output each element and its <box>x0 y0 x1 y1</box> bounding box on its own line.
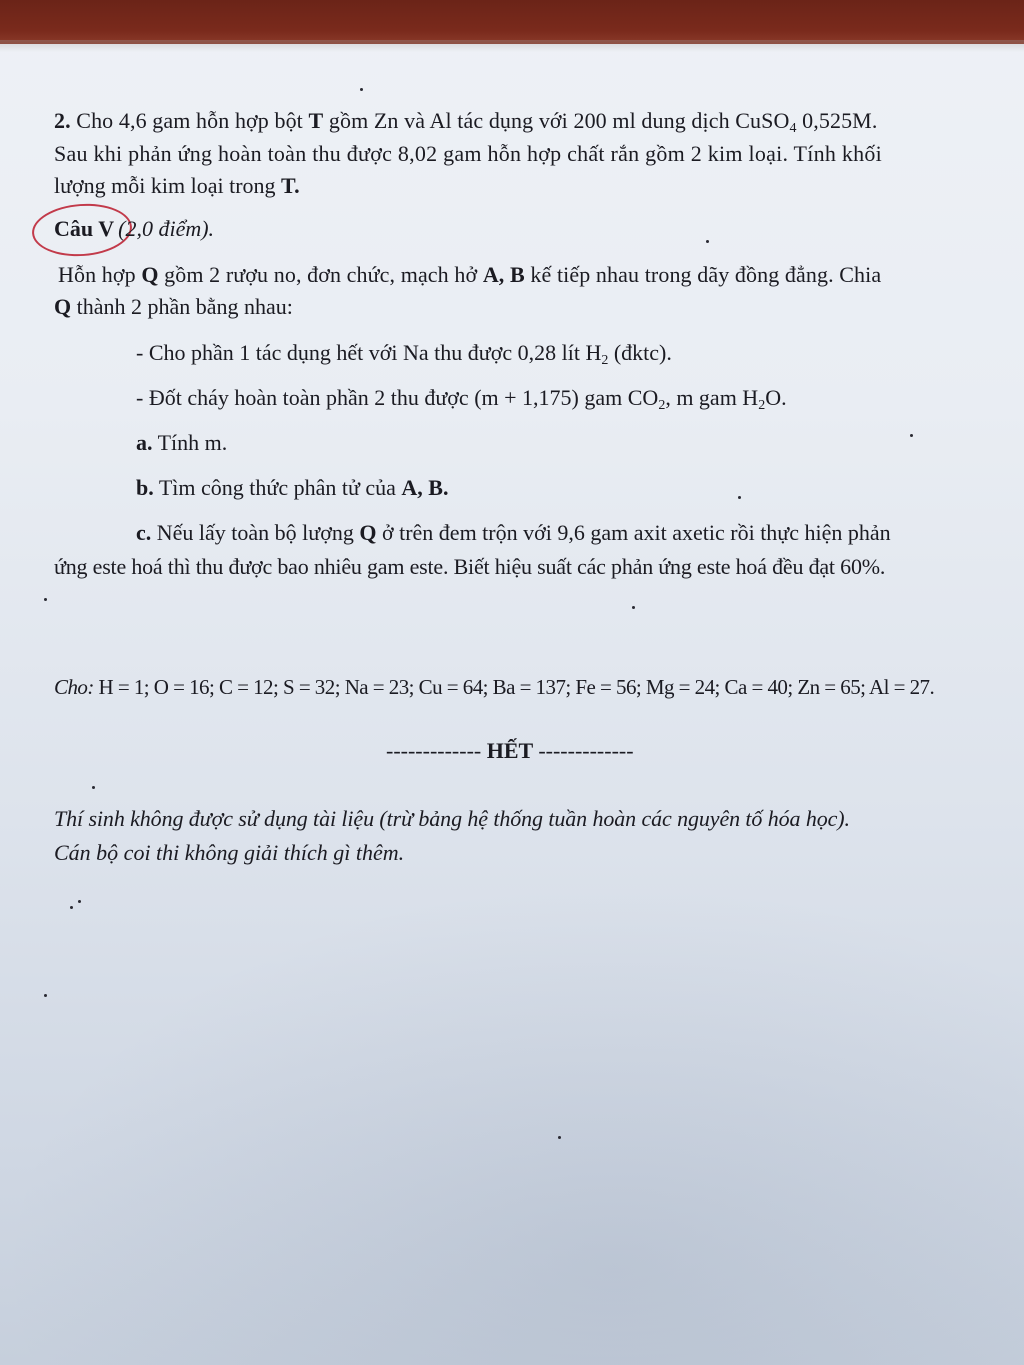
paper-edge <box>0 40 1024 52</box>
subscript: 2 <box>601 353 609 368</box>
question-label: b. <box>136 475 154 500</box>
problem2-line3 <box>54 173 300 199</box>
compound-symbols: A, B. <box>401 475 449 500</box>
mixture-symbol: Q <box>359 520 377 545</box>
mixture-symbol: Q <box>54 294 72 319</box>
atomic-masses <box>54 674 934 700</box>
section-points: (2,0 điểm). <box>118 216 215 241</box>
bullet-text: - Đốt cháy hoàn toàn phần 2 thu được (m + 1,175) gam CO <box>136 385 659 410</box>
paper-speck <box>738 496 741 499</box>
intro-line1 <box>58 262 881 288</box>
bullet-1 <box>136 340 672 366</box>
question-text: Tìm công thức phân tử của <box>153 475 402 500</box>
question-label: c. <box>136 520 152 545</box>
question-text: Nếu lấy toàn bộ lượng <box>151 520 360 545</box>
paper-speck <box>632 606 635 609</box>
subscript: 2 <box>758 398 766 413</box>
problem2-text: 0,525M. <box>796 108 878 133</box>
question-b <box>136 475 448 501</box>
mixture-symbol: T. <box>281 173 300 198</box>
problem2-line2: Sau khi phản ứng hoàn toàn thu được 8,02 gam hỗn hợp chất rắn gồm 2 kim loại. Tính khối <box>54 141 882 166</box>
subscript: 4 <box>789 121 797 136</box>
question-c-line1 <box>136 520 891 546</box>
bullet-text: - Cho phần 1 tác dụng hết với Na thu được 0,28 lít H <box>136 340 602 365</box>
question-a <box>136 430 227 456</box>
intro-line2 <box>54 294 293 320</box>
bullet-text: O. <box>765 385 787 410</box>
paper-speck <box>44 598 47 601</box>
problem2-line1 <box>54 108 877 134</box>
bullet-text: (đktc). <box>608 340 672 365</box>
dashes: ------------- <box>538 738 634 763</box>
constants-values: H = 1; O = 16; C = 12; S = 32; Na = 23; Cu = 64; Ba = 137; Fe = 56; Mg = 24; Ca = 40; Zn = 65; Al = 27. <box>93 675 935 699</box>
paper-speck <box>78 900 81 903</box>
background-surface <box>0 0 1024 44</box>
paper-speck <box>706 240 709 243</box>
paper-shadow <box>0 880 1024 1365</box>
end-marker <box>386 738 634 764</box>
paper-speck <box>44 994 47 997</box>
note-line2: Cán bộ coi thi không giải thích gì thêm. <box>54 840 405 865</box>
paper-speck <box>70 906 73 909</box>
intro-text: thành 2 phần bằng nhau: <box>71 294 293 319</box>
paper-speck <box>558 1136 561 1139</box>
section-title: Câu V <box>54 216 115 241</box>
dashes: ------------- <box>386 738 482 763</box>
mixture-symbol: Q <box>141 262 159 287</box>
mixture-symbol: T <box>308 108 324 133</box>
intro-text: gồm 2 rượu no, đơn chức, mạch hở <box>158 262 483 287</box>
bullet-text: , m gam H <box>665 385 759 410</box>
problem2-text: lượng mỗi kim loại trong <box>54 173 282 198</box>
question-text: Tính m. <box>152 430 228 455</box>
compound-symbols: A, B <box>482 262 525 287</box>
intro-text: kế tiếp nhau trong dãy đồng đẳng. Chia <box>524 262 882 287</box>
problem-number: 2. <box>54 108 71 133</box>
question-c-line2: ứng este hoá thì thu được bao nhiêu gam este. Biết hiệu suất các phản ứng este hoá đều đạt 60%. <box>54 554 886 579</box>
end-word: HẾT <box>481 738 539 763</box>
question-text: ở trên đem trộn với 9,6 gam axit axetic rồi thực hiện phản <box>376 520 891 545</box>
subscript: 2 <box>658 398 666 413</box>
note-line1: Thí sinh không được sử dụng tài liệu (trừ bảng hệ thống tuần hoàn các nguyên tố hóa học). <box>54 806 850 831</box>
section-heading <box>54 216 214 242</box>
constants-label: Cho: <box>54 675 94 699</box>
problem2-text: Cho 4,6 gam hỗn hợp bột <box>70 108 309 133</box>
problem2-text: gồm Zn và Al tác dụng với 200 ml dung dịch CuSO <box>323 108 790 133</box>
paper-speck <box>360 88 363 91</box>
question-label: a. <box>136 430 153 455</box>
paper-speck <box>910 434 913 437</box>
intro-text: Hỗn hợp <box>58 262 142 287</box>
bullet-2 <box>136 385 787 411</box>
paper-speck <box>92 786 95 789</box>
